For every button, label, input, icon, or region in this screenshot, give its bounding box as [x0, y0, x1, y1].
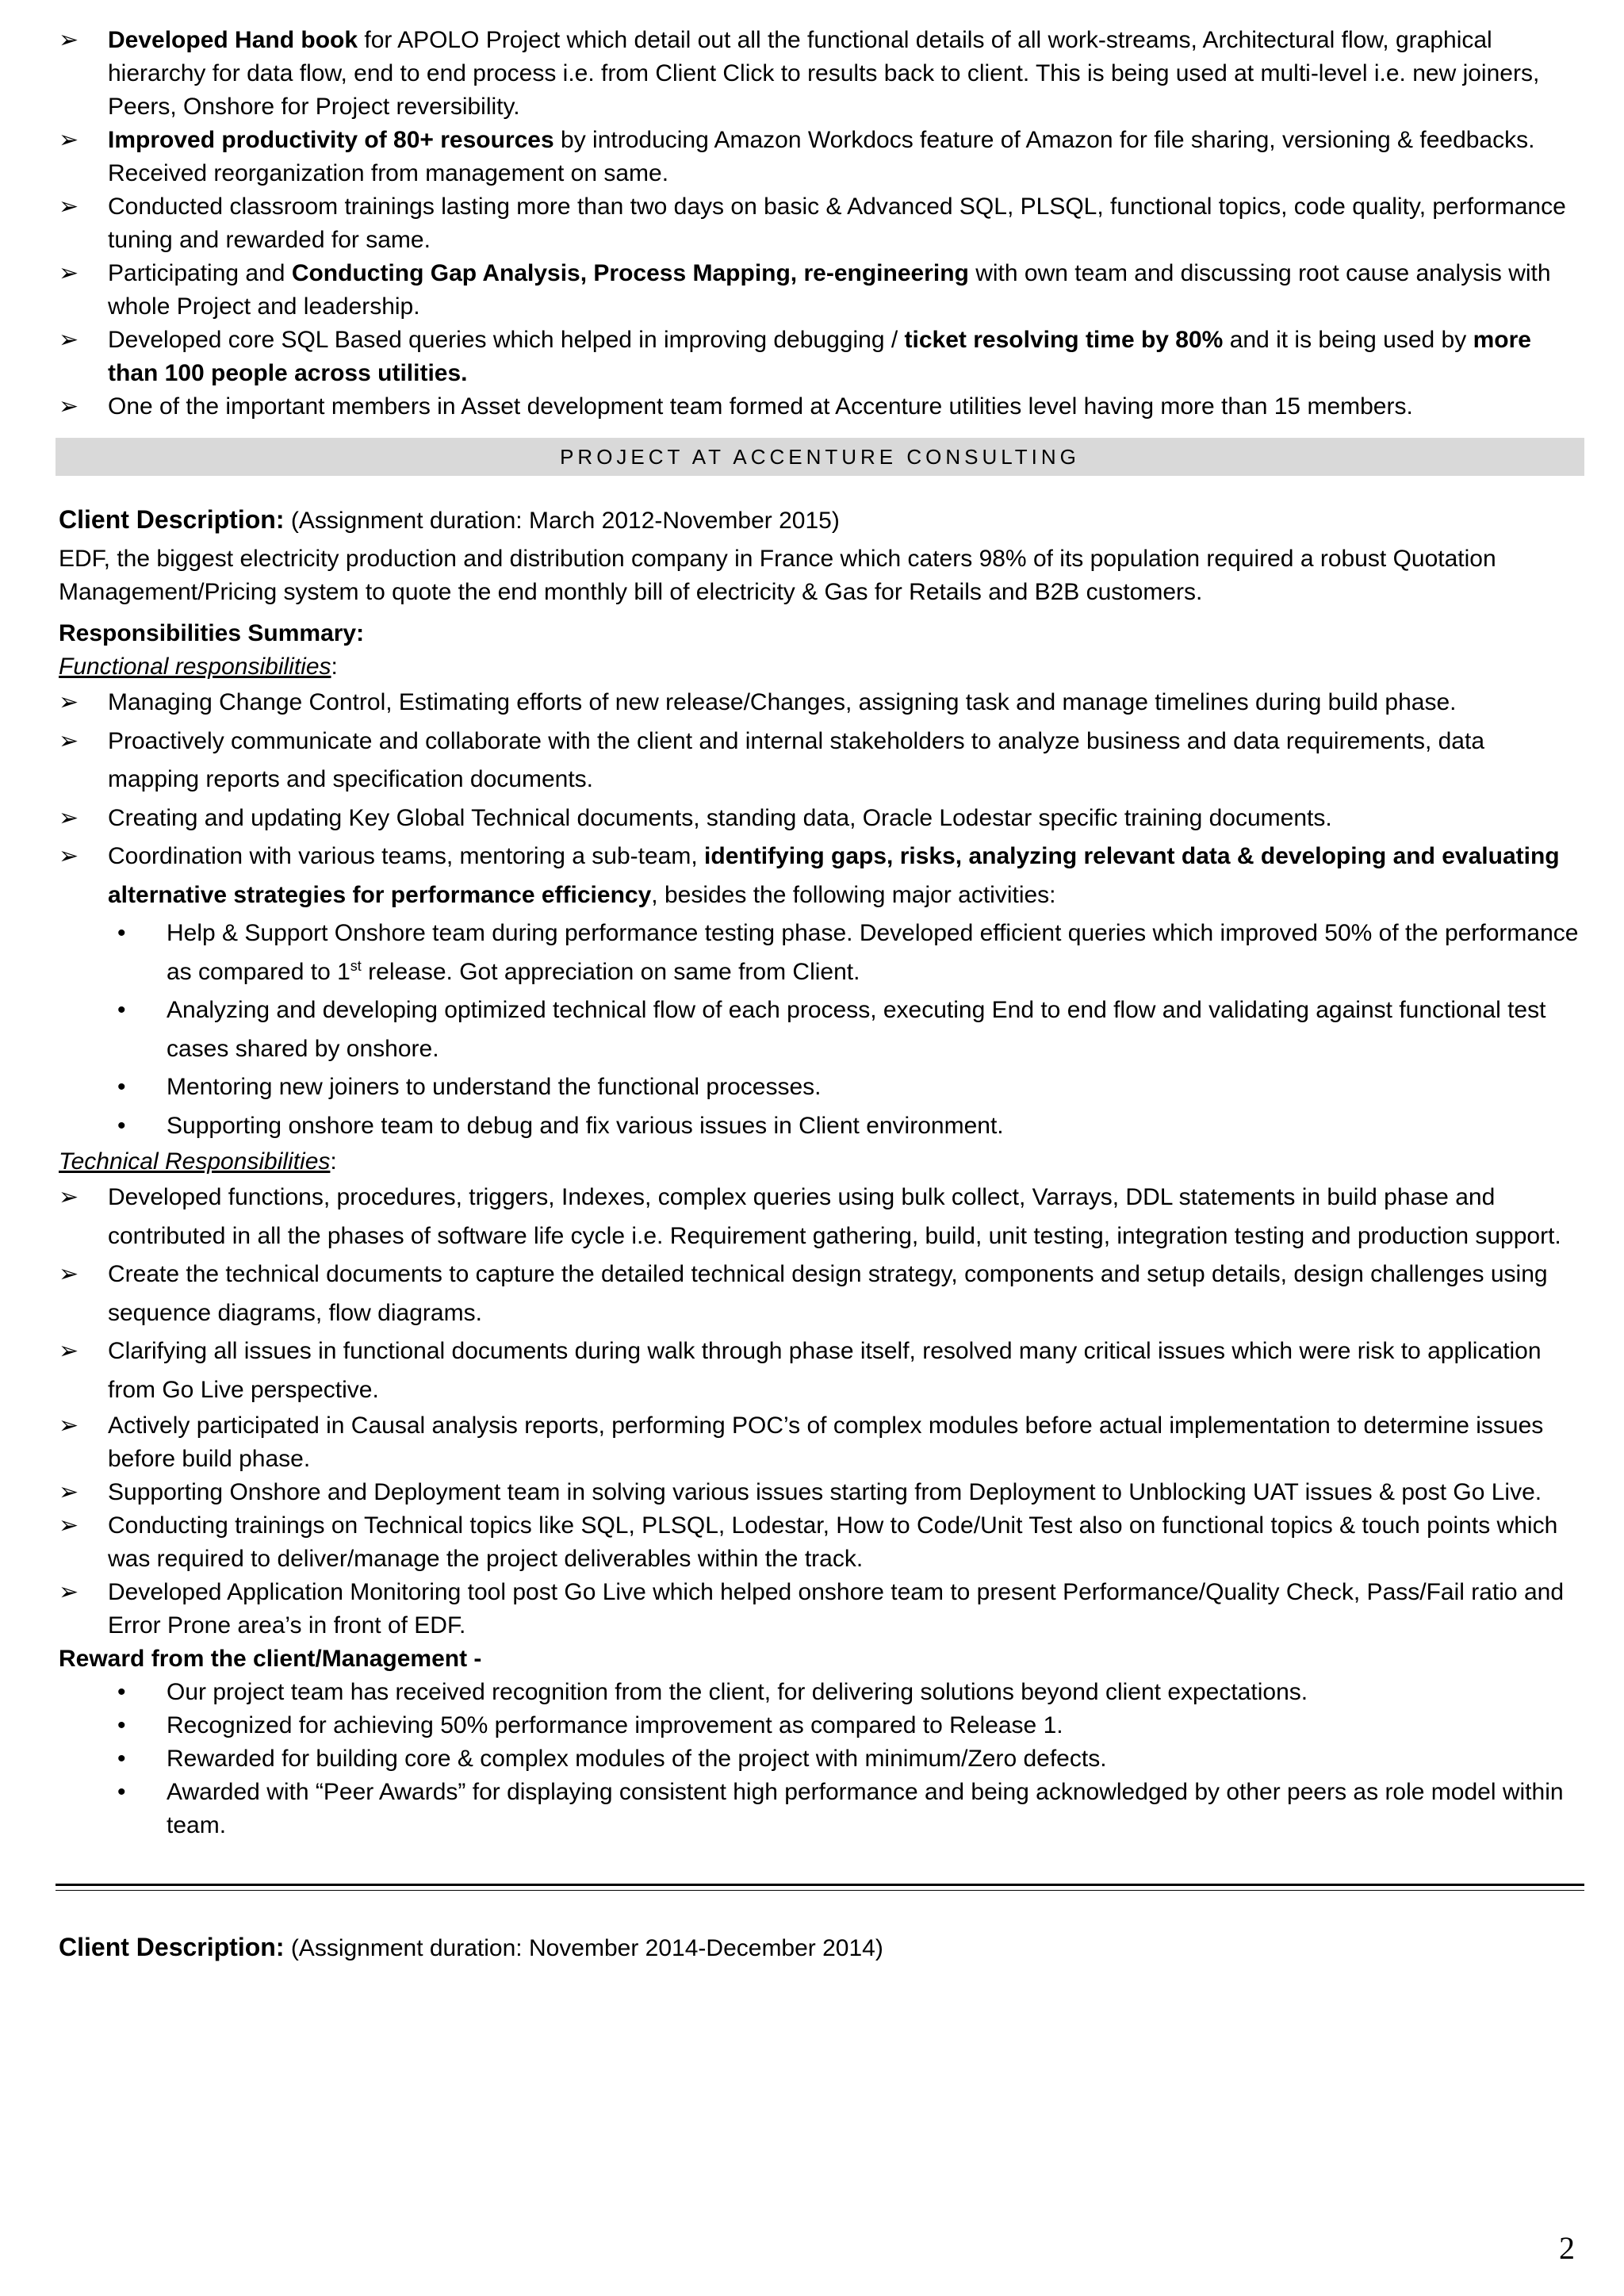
arrow-bullet-icon: ➢ [59, 804, 79, 831]
dot-bullet-icon: • [117, 1746, 126, 1772]
arrow-bullet-icon: ➢ [59, 127, 79, 153]
list-item: ➢ Managing Change Control, Estimating efforts of new release/Changes, assigning task and manage timelines during build phase. [59, 684, 1581, 723]
arrow-bullet-icon: ➢ [59, 1261, 79, 1287]
list-item: • Rewarded for building core & complex modules of the project with minimum/Zero defects. [117, 1742, 1581, 1776]
list-item: ➢ Proactively communicate and collaborate with the client and internal stakeholders to analyze business and data requirements, data mapping reports and specification documents. [59, 723, 1581, 799]
client-description-text: EDF, the biggest electricity production and distribution company in France which caters 98% of its population required a robust Quotation Management/Pricing system to quote the end monthly bill of electricity & Gas for Retails and B2B customers. [59, 546, 1496, 605]
list-item: ➢ Developed core SQL Based queries which helped in improving debugging / ticket resolving time by 80% and it is being used by more than 100 people across utilities. [59, 324, 1581, 390]
rewards-list [59, 1676, 1581, 1842]
arrow-bullet-icon: ➢ [59, 727, 79, 754]
list-item: • Our project team has received recognition from the client, for delivering solutions beyond client expectations. [117, 1676, 1581, 1709]
arrow-bullet-icon: ➢ [59, 1184, 79, 1210]
dot-bullet-icon: • [117, 997, 126, 1023]
dot-bullet-icon: • [117, 1712, 126, 1738]
list-item: • Analyzing and developing optimized technical flow of each process, executing End to end flow and validating against functional test cases shared by onshore. [117, 991, 1581, 1068]
client-description-heading-2: Client Description: (Assignment duration: November 2014-December 2014) [59, 1933, 883, 1961]
arrow-bullet-icon: ➢ [59, 260, 79, 286]
dot-bullet-icon: • [117, 1779, 126, 1805]
functional-heading: Functional responsibilities: [59, 654, 338, 680]
list-item: ➢ Supporting Onshore and Deployment team in solving various issues starting from Deployment to Unblocking UAT issues & post Go Live. [59, 1476, 1581, 1509]
responsibilities-summary-heading: Responsibilities Summary: [59, 620, 365, 646]
arrow-bullet-icon: ➢ [59, 194, 79, 220]
functional-list [59, 684, 1581, 914]
arrow-bullet-icon: ➢ [59, 1479, 79, 1505]
client-description-heading: Client Description: (Assignment duration: March 2012-November 2015) [59, 505, 840, 534]
list-item: • Recognized for achieving 50% performance improvement as compared to Release 1. [117, 1709, 1581, 1742]
list-item: ➢ Coordination with various teams, mentoring a sub-team, identifying gaps, risks, analyzing relevant data & developing and evaluating alternative strategies for performance efficiency, besides the following major activities: [59, 838, 1581, 914]
list-item: ➢ Participating and Conducting Gap Analysis, Process Mapping, re-engineering with own team and discussing root cause analysis with whole Project and leadership. [59, 257, 1581, 324]
reward-heading: Reward from the client/Management - [59, 1646, 482, 1672]
list-item: ➢ Actively participated in Causal analysis reports, performing POC’s of complex modules before actual implementation to determine issues before build phase. [59, 1409, 1581, 1476]
list-item: ➢ Conducted classroom trainings lasting more than two days on basic & Advanced SQL, PLSQL, functional topics, code quality, performance tuning and rewarded for same. [59, 190, 1581, 257]
list-item: ➢ Creating and updating Key Global Technical documents, standing data, Oracle Lodestar specific training documents. [59, 799, 1581, 838]
dot-bullet-icon: • [117, 1679, 126, 1705]
arrow-bullet-icon: ➢ [59, 1338, 79, 1364]
section-divider [56, 1884, 1584, 1891]
list-item: ➢ Developed functions, procedures, triggers, Indexes, complex queries using bulk collect, Varrays, DDL statements in build phase and contributed in all the phases of software life cycle i.e. Requirement gathering, build, unit testing, integration testing and production support. [59, 1179, 1581, 1255]
section-header: PROJECT AT ACCENTURE CONSULTING [56, 438, 1584, 476]
list-item: ➢ Improved productivity of 80+ resources by introducing Amazon Workdocs feature of Amazon for file sharing, versioning & feedbacks. Received reorganization from management on same. [59, 124, 1581, 190]
list-item: • Mentoring new joiners to understand the functional processes. [117, 1068, 1581, 1107]
page-number: 2 [1559, 2230, 1575, 2266]
list-item: • Supporting onshore team to debug and fix various issues in Client environment. [117, 1107, 1581, 1146]
list-item: ➢ Developed Application Monitoring tool post Go Live which helped onshore team to present Performance/Quality Check, Pass/Fail ratio and Error Prone area’s in front of EDF. [59, 1576, 1581, 1642]
achievements-list [59, 24, 1581, 424]
dot-bullet-icon: • [117, 1074, 126, 1100]
list-item: ➢ Developed Hand book for APOLO Project which detail out all the functional details of all work-streams, Architectural flow, graphical hierarchy for data flow, end to end process i.e. from Client Click to results back to client. This is being used at multi-level i.e. new joiners, Peers, Onshore for Project reversibility. [59, 24, 1581, 124]
list-item: ➢ Create the technical documents to capture the detailed technical design strategy, components and setup details, design challenges using sequence diagrams, flow diagrams. [59, 1255, 1581, 1332]
dot-bullet-icon: • [117, 920, 126, 946]
arrow-bullet-icon: ➢ [59, 327, 79, 353]
arrow-bullet-icon: ➢ [59, 843, 79, 869]
arrow-bullet-icon: ➢ [59, 689, 79, 715]
functional-sub-list [59, 914, 1581, 1145]
technical-list-a [59, 1179, 1581, 1409]
list-item: ➢ Clarifying all issues in functional documents during walk through phase itself, resolved many critical issues which were risk to application from Go Live perspective. [59, 1332, 1581, 1409]
technical-heading: Technical Responsibilities: [59, 1148, 337, 1175]
list-item: ➢ Conducting trainings on Technical topics like SQL, PLSQL, Lodestar, How to Code/Unit Test also on functional topics & touch points which was required to deliver/manage the project deliverables within the track. [59, 1509, 1581, 1576]
list-item: • Help & Support Onshore team during performance testing phase. Developed efficient queries which improved 50% of the performance as compared to 1st release. Got appreciation on same from Client. [117, 914, 1581, 991]
list-item: • Awarded with “Peer Awards” for displaying consistent high performance and being acknowledged by other peers as role model within team. [117, 1776, 1581, 1842]
arrow-bullet-icon: ➢ [59, 1412, 79, 1439]
arrow-bullet-icon: ➢ [59, 393, 79, 420]
arrow-bullet-icon: ➢ [59, 1579, 79, 1605]
dot-bullet-icon: • [117, 1112, 126, 1139]
page-content [59, 24, 1581, 1965]
technical-list-b [59, 1409, 1581, 1642]
arrow-bullet-icon: ➢ [59, 27, 79, 53]
list-item: ➢ One of the important members in Asset development team formed at Accenture utilities level having more than 15 members. [59, 390, 1581, 424]
arrow-bullet-icon: ➢ [59, 1512, 79, 1539]
